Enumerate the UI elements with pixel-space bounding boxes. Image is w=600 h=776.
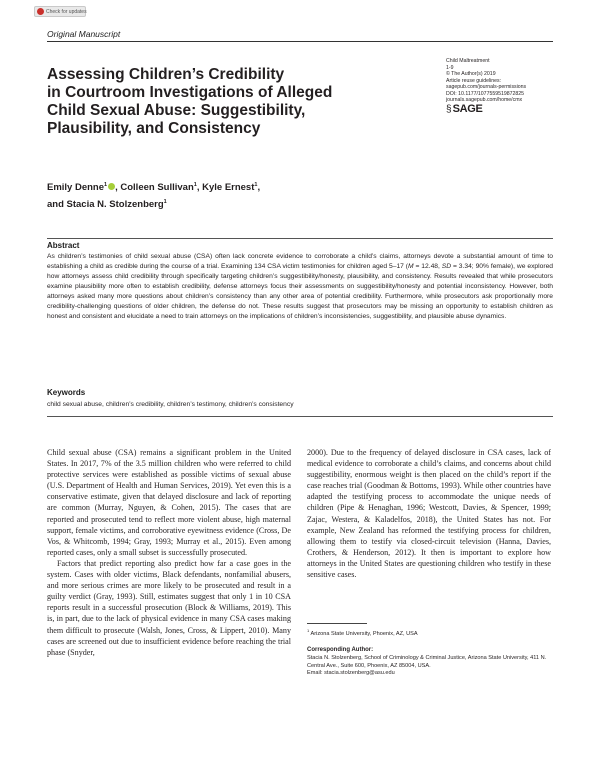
reuse-label: Article reuse guidelines:: [446, 77, 502, 84]
affiliation-marker: 1: [104, 182, 108, 188]
keywords-heading: Keywords: [47, 388, 86, 397]
abstract-body: As children’s testimonies of child sexual abuse (CSA) often lack concrete evidence to corroborate a child’s claims, attorneys devote a substantial amount of time to establishing a child as credible during the course of a trial. Examining 134 CSA victim testimonies for children aged 5–17 (M = 12.48, SD = 3.34; 90% female), we explored how attorneys assess child credibility through specifically targeting children’s suggestibility/honesty, plausibility, and consistency. Results revealed that while prosecutors examine plausibility more often to establish credibility, defense attorneys focus their assessments on suggestibility/honesty and potential inconsistency. However, both attorneys asked many more questions about children’s consistency than any other area of potential credibility. Furthermore, while prosecutors ask proportionally more credibility-challenging questions of older children, the defense do not. These results suggest that prosecutors may be missing an opportunity to establish children as honest and consistent and elucidate a need to train attorneys on the implications of children’s inconsistencies, suggestibility, and plausible abuse dynamics.: [47, 253, 554, 321]
affiliation-marker: 1: [254, 182, 258, 188]
publisher-logo-text: SAGE: [452, 103, 483, 116]
affiliation-marker: 1: [193, 182, 197, 188]
article-type-label: Original Manuscript: [47, 29, 121, 39]
author-list: [47, 178, 347, 212]
title-line: in Courtroom Investigations of Alleged: [47, 84, 333, 101]
journal-name: Child Maltreatment: [446, 58, 490, 64]
sage-mark-icon: §: [446, 103, 452, 115]
affiliation-footnote: $^1$ Arizona State University, Phoenix, AZ, USA: [307, 628, 418, 637]
keywords-divider: [47, 416, 553, 417]
copyright: © The Author(s) 2019: [446, 71, 496, 77]
corresponding-author-address: Stacia N. Stolzenberg, School of Criminology & Criminal Justice, Arizona State University, 411 N. Central Ave., Suite 600, Phoenix, AZ 85004, USA.: [307, 655, 547, 669]
author-name: , Kyle Ernest: [196, 182, 255, 194]
affiliation-marker: 1: [163, 199, 167, 206]
author-separator: ,: [257, 182, 261, 194]
author-name: and Stacia N. Stolzenberg: [47, 199, 164, 211]
abstract-heading: Abstract: [47, 241, 80, 250]
journal-info: [446, 58, 566, 115]
permissions-link[interactable]: sagepub.com/journals-permissions: [446, 84, 527, 90]
body-paragraph: Child sexual abuse (CSA) remains a significant problem in the United States. In 2017, 7% of the 3.5 million children who were referred to child protective services were established as possible victims of sexual abuse (U.S. Department of Health and Human Services, 2019). Yet even this is a conservative estimate, given that delayed disclosure and lack of reporting are common (Murray, Nguyen, & Cohen, 2015). The cases that are reported and prosecuted tend to reflect more violent abuse, high maternal support, female victims, and corroborative eyewitness evidence (Cross, De Vos, & Whitcomb, 1994; Gray, 1993; Murray et al., 2015). Even among reported cases, only a small subset is successfully prosecuted.: [47, 448, 291, 557]
journal-homepage-link[interactable]: journals.sagepub.com/home/cmx: [446, 97, 523, 103]
body-paragraph: Factors that predict reporting also predict how far a case goes in the system. Cases with older victims, Black defendants, nonfamilial abusers, and more serious crimes are more likely to be prosecuted and result in a guilty verdict (Gray, 1993). Still, estimates suggest that only 1 in 10 CSA reports result in a successful prosecution (Block & Williams, 2019). This is, in part, due to the lack of physical evidence in many CSA cases making them difficult to prosecute (Walsh, Jones, Cross, & Lippert, 2010). Many cases are screened out due to insufficient evidence before reaching the trial phase (Snyder,: [47, 558, 291, 657]
body-column-left: [47, 447, 291, 658]
body-paragraph: 2000). Due to the frequency of delayed disclosure in CSA cases, lack of medical evidence to corroborate a child’s claims, and concerns about child suggestibility, enormous weight is then placed on the child’s report if the case reaches trial (Goodman & Bottoms, 1993). While other countries have adapted the testifying process to accommodate the unique needs of children (Pipe & Henaghan, 1996; Westcott, Davies, & Spencer, 1999; Zajac, Westera, & Kaladelfos, 2018), the United States has not. For example, New Zealand has reformed the testifying process for children, allowing them to testify via closed-circuit television (Hanna, Davies, Crothers, & Henderson, 2012). It then is important to explore how attorneys in the United States are questioning children who testify in these sensitive cases.: [307, 448, 551, 580]
corresponding-author-email[interactable]: Email: stacia.stolzenberg@asu.edu: [307, 670, 395, 677]
body-column-right: [307, 447, 551, 580]
article-title: [47, 66, 387, 138]
author-name: Emily Denne: [47, 182, 105, 194]
title-line: Child Sexual Abuse: Suggestibility,: [47, 102, 306, 119]
footnote-divider: [307, 623, 367, 624]
title-line: Assessing Children’s Credibility: [47, 66, 285, 83]
page-range: 1-9: [446, 64, 454, 71]
header-divider: [47, 41, 553, 42]
doi[interactable]: DOI: 10.1177/1077559519872825: [446, 90, 525, 97]
footnotes: [307, 627, 553, 678]
abstract-divider: [47, 238, 553, 239]
check-for-updates-label: Check for updates: [46, 8, 87, 15]
title-line: Plausibility, and Consistency: [47, 120, 261, 137]
publisher-logo: [446, 105, 566, 115]
author-name: , Colleen Sullivan: [115, 182, 194, 194]
check-for-updates-icon: [37, 8, 44, 15]
check-for-updates-badge[interactable]: [34, 6, 86, 17]
keywords-list: child sexual abuse, children’s credibility, children’s testimony, children’s consistency: [47, 401, 294, 408]
corresponding-author-heading: Corresponding Author:: [307, 647, 374, 654]
